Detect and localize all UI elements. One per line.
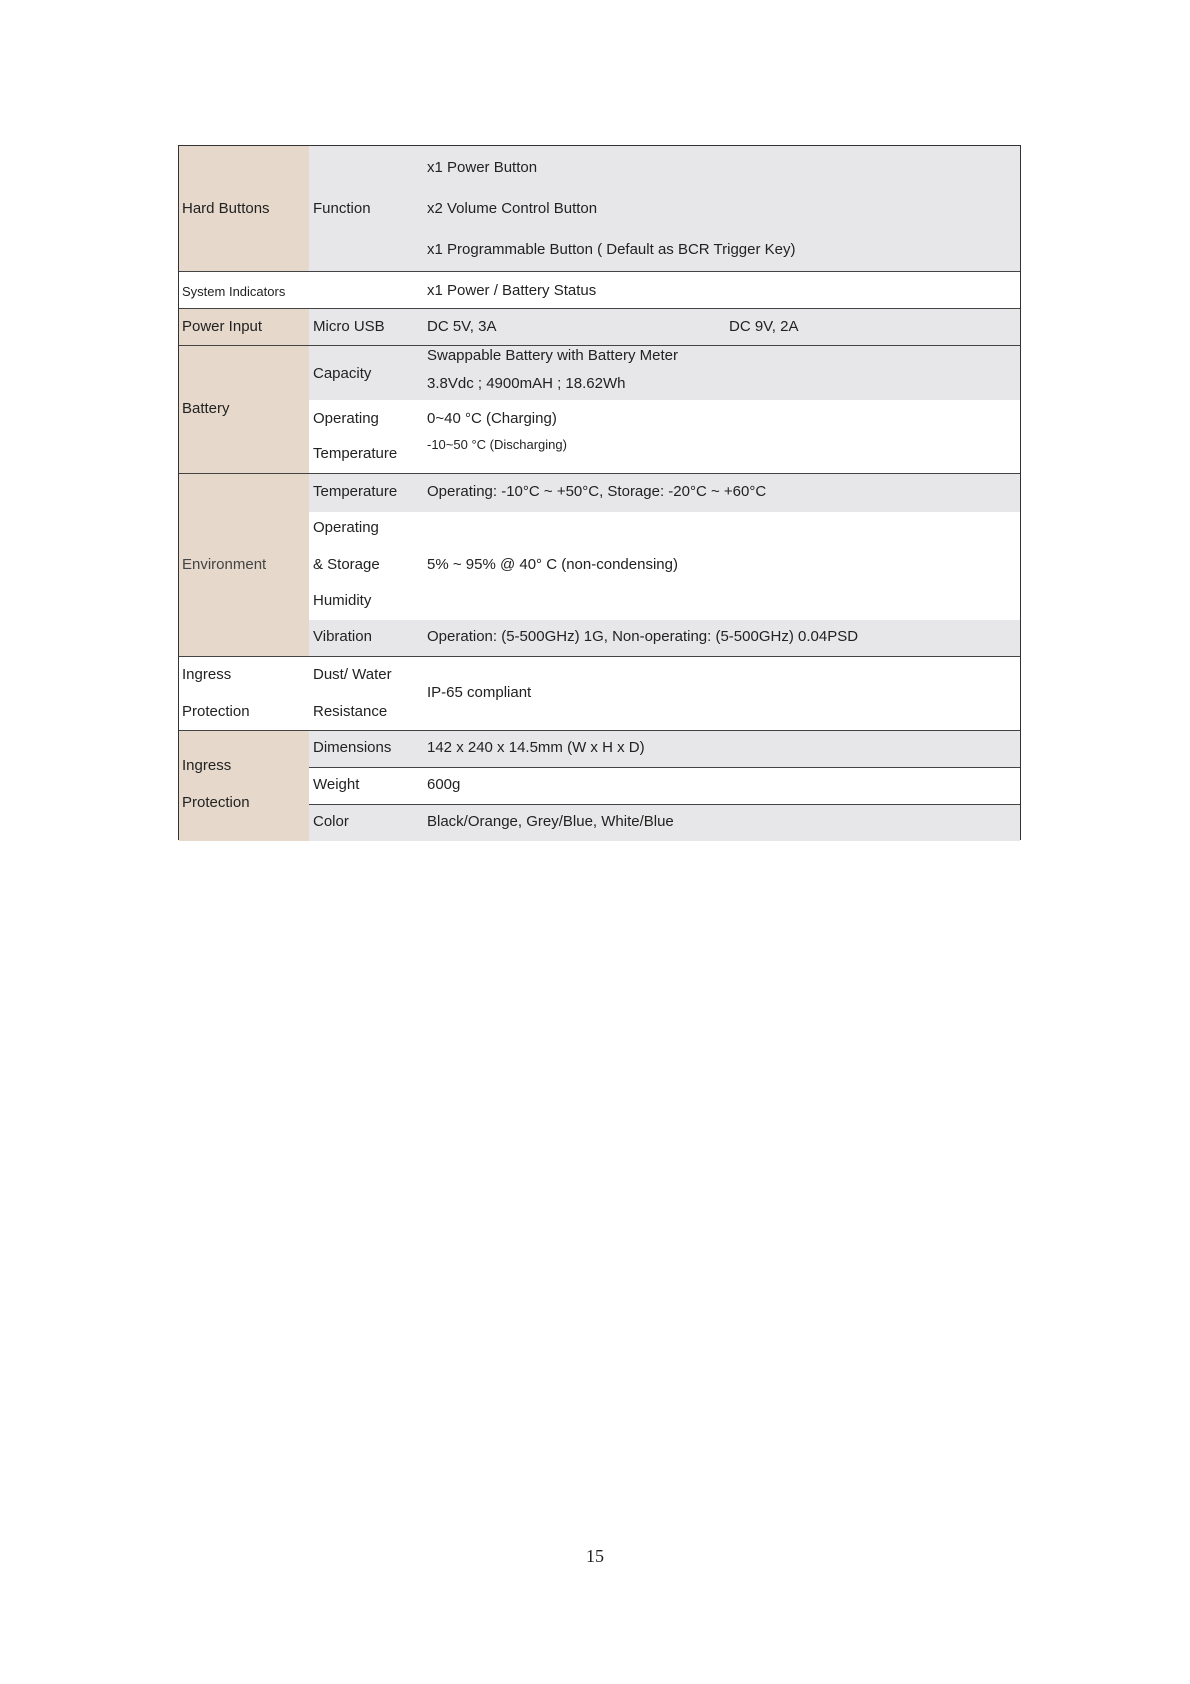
label-dust-water-line1: Dust/ Water: [313, 666, 392, 683]
label-vibration: Vibration: [313, 628, 372, 645]
value-temperature: Operating: -10°C ~ +50°C, Storage: -20°C ~ +60°C: [427, 483, 767, 500]
value-humidity: 5% ~ 95% @ 40° C (non-condensing): [427, 556, 678, 573]
label-humidity-line1: Operating: [313, 519, 379, 536]
row-divider: [179, 730, 1020, 731]
value-color: Black/Orange, Grey/Blue, White/Blue: [427, 813, 674, 830]
row-divider: [309, 804, 1020, 805]
label-capacity: Capacity: [313, 365, 372, 382]
spec-table: [178, 145, 1021, 840]
value-capacity-line2: 3.8Vdc ; 4900mAH ; 18.62Wh: [427, 375, 626, 392]
label-dust-water-line2: Resistance: [313, 703, 388, 720]
value-discharging-temp: -10~50 °C (Discharging): [427, 437, 567, 452]
row-divider: [179, 473, 1020, 474]
label-operating-temperature-line1: Operating: [313, 410, 379, 427]
value-system-indicators: x1 Power / Battery Status: [427, 282, 597, 299]
category-hard-buttons: Hard Buttons: [182, 200, 270, 217]
label-humidity-line3: Humidity: [313, 592, 372, 609]
value-programmable-button: x1 Programmable Button ( Default as BCR Trigger Key): [427, 241, 796, 258]
row-divider: [179, 308, 1020, 309]
category-battery: Battery: [182, 400, 230, 417]
label-color: Color: [313, 813, 349, 830]
category-environment: Environment: [182, 556, 267, 573]
category-ingress-line2: Protection: [182, 703, 250, 720]
label-function: Function: [313, 200, 371, 217]
value-weight: 600g: [427, 776, 461, 793]
row-divider: [179, 345, 1020, 346]
row-bg-power-input: [309, 308, 1020, 345]
value-charging-temp: 0~40 °C (Charging): [427, 410, 557, 427]
label-micro-usb: Micro USB: [313, 318, 385, 335]
category-system-indicators: System Indicators: [182, 284, 286, 299]
category-ingress2-line1: Ingress: [182, 757, 232, 774]
label-dimensions: Dimensions: [313, 739, 392, 756]
value-dimensions: 142 x 240 x 14.5mm (W x H x D): [427, 739, 645, 756]
value-dc-5v: DC 5V, 3A: [427, 318, 497, 335]
label-operating-temperature-line2: Temperature: [313, 445, 398, 462]
category-ingress-line1: Ingress: [182, 666, 232, 683]
label-weight: Weight: [313, 776, 360, 793]
category-power-input: Power Input: [182, 318, 263, 335]
value-ip65: IP-65 compliant: [427, 684, 532, 701]
label-temperature: Temperature: [313, 483, 398, 500]
value-vibration: Operation: (5-500GHz) 1G, Non-operating: (5-500GHz) 0.04PSD: [427, 628, 859, 645]
category-ingress2-line2: Protection: [182, 794, 250, 811]
value-power-button: x1 Power Button: [427, 159, 538, 176]
value-volume-button: x2 Volume Control Button: [427, 200, 598, 217]
row-divider: [179, 656, 1020, 657]
value-capacity-line1: Swappable Battery with Battery Meter: [427, 347, 678, 364]
label-humidity-line2: & Storage: [313, 556, 380, 573]
row-divider: [179, 271, 1020, 272]
page-number: 15: [586, 1546, 604, 1566]
row-bg-dimensions: [309, 731, 1020, 768]
category-cell-ingress-2: [179, 731, 309, 841]
row-divider: [309, 767, 1020, 768]
value-dc-9v: DC 9V, 2A: [729, 318, 799, 335]
